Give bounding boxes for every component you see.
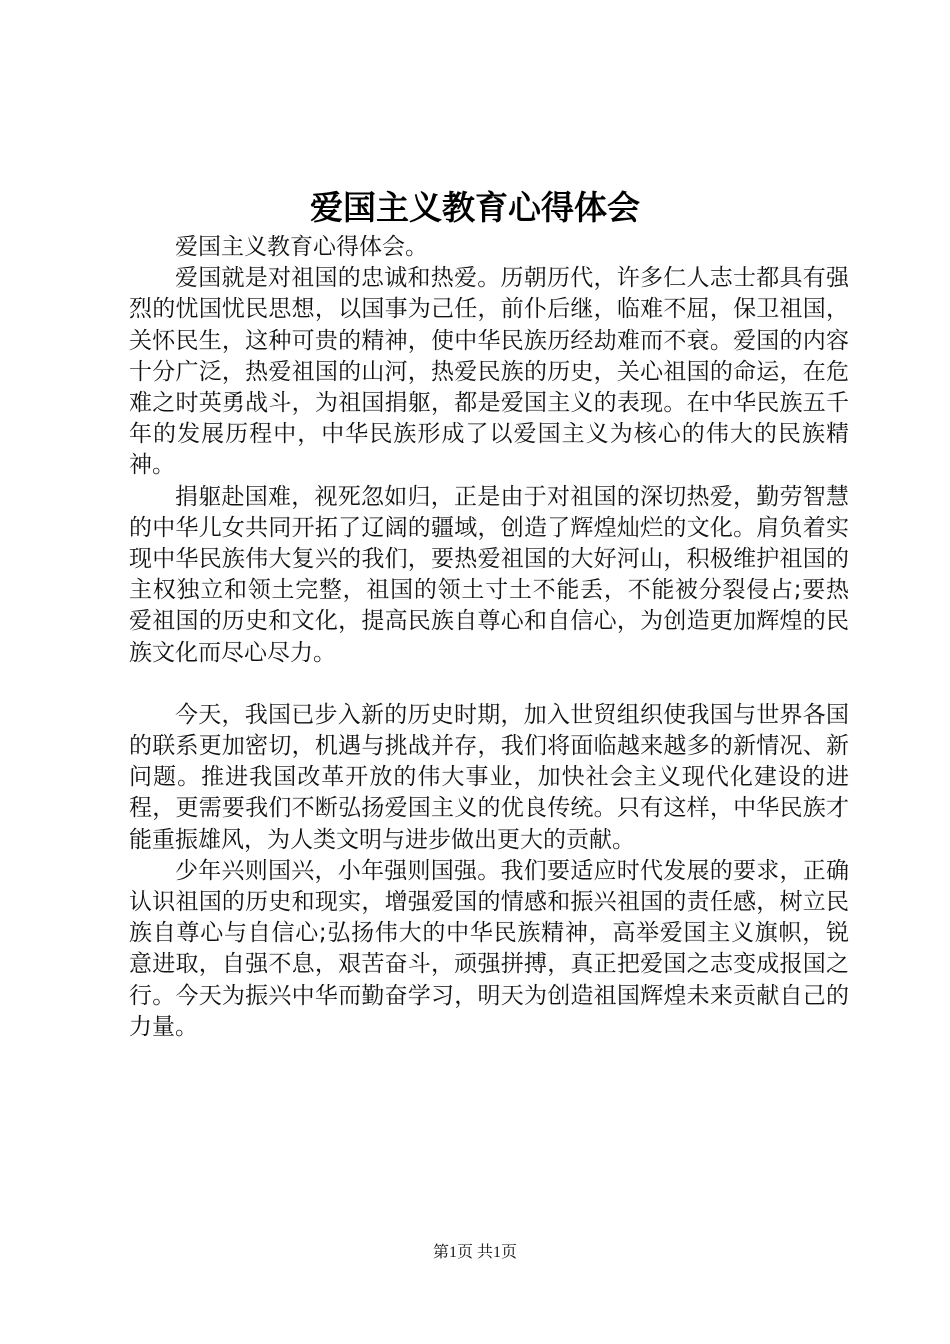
paragraph-intro: 爱国主义教育心得体会。 xyxy=(175,234,428,260)
document-title: 爱国主义教育心得体会 xyxy=(310,188,640,227)
paragraph-spacer xyxy=(129,669,849,700)
paragraph-1: 爱国就是对祖国的忠诚和热爱。历朝历代，许多仁人志士都具有强烈的忧国忧民思想，以国事为己任，前仆后继，临难不屈，保卫祖国，关怀民生，这种可贵的精神，使中华民族历经劫难而不衰。爱国的内容十分广泛，热爱祖国的山河，热爱民族的历史，关心祖国的命运，在危难之时英勇战斗，为祖国捐躯，都是爱国主义的表现。在中华民族五千年的发展历程中，中华民族形成了以爱国主义为核心的伟大的民族精神。 xyxy=(129,265,849,479)
page-number-footer: 第1页 共1页 xyxy=(432,1244,517,1261)
document-body xyxy=(129,232,849,1043)
paragraph-4: 少年兴则国兴，小年强则国强。我们要适应时代发展的要求，正确认识祖国的历史和现实，增强爱国的情感和振兴祖国的责任感，树立民族自尊心与自信心;弘扬伟大的中华民族精神，高举爱国主义旗帜，锐意进取，自强不息，艰苦奋斗，顽强拼搏，真正把爱国之志变成报国之行。今天为振兴中华而勤奋学习，明天为创造祖国辉煌未来贡献自己的力量。 xyxy=(129,857,849,1040)
paragraph-3: 今天，我国已步入新的历史时期，加入世贸组织使我国与世界各国的联系更加密切，机遇与挑战并存，我们将面临越来越多的新情况、新问题。推进我国改革开放的伟大事业，加快社会主义现代化建设的进程，更需要我们不断弘扬爱国主义的优良传统。只有这样，中华民族才能重振雄风，为人类文明与进步做出更大的贡献。 xyxy=(129,701,849,853)
paragraph-2: 捐躯赴国难，视死忽如归，正是由于对祖国的深切热爱，勤劳智慧的中华儿女共同开拓了辽阔的疆域，创造了辉煌灿烂的文化。肩负着实现中华民族伟大复兴的我们，要热爱祖国的大好河山，积极维护祖国的主权独立和领土完整，祖国的领土寸土不能丢，不能被分裂侵占;要热爱祖国的历史和文化，提高民族自尊心和自信心，为创造更加辉煌的民族文化而尽心尽力。 xyxy=(129,483,849,666)
